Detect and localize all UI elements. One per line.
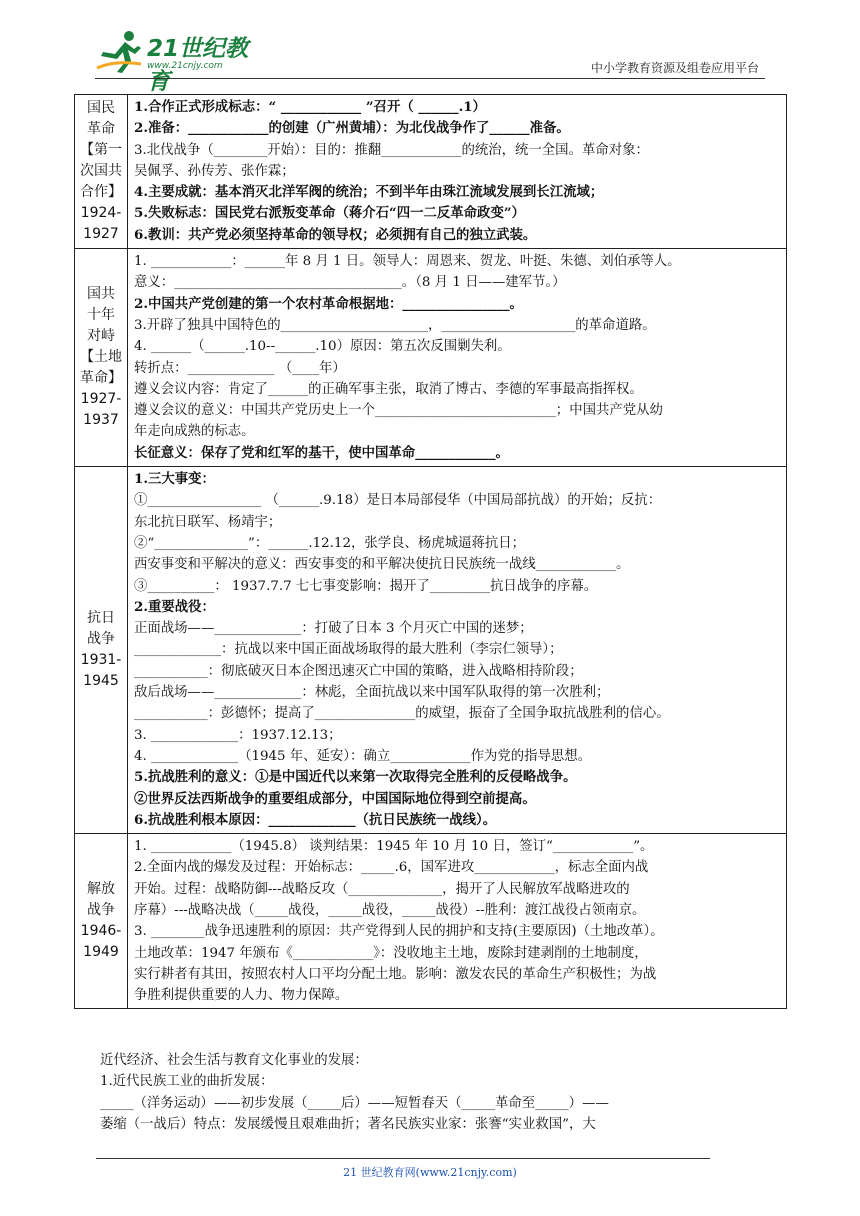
content-cell (128, 467, 787, 834)
content-line: 2.重要战役： (134, 598, 215, 615)
era-cell (75, 95, 128, 249)
era-label: 1927 (83, 226, 119, 243)
logo (95, 28, 265, 95)
footer-divider (96, 1158, 710, 1159)
after-line: 萎缩（一战后）特点：发展缓慢且艰难曲折；著名民族实业家：张謇“实业救国”，大 (100, 1116, 596, 1132)
platform-name: 中小学教育资源及组卷应用平台 (590, 61, 759, 75)
page-header (95, 26, 765, 95)
content-line: 5.抗战胜利的意义：①是中国近代以来第一次取得完全胜利的反侵略战争。 (134, 769, 577, 786)
content-cell (128, 834, 787, 1009)
table-row (75, 834, 787, 1009)
era-label: 革命】 (80, 370, 122, 387)
era-label: 战争 (87, 902, 115, 919)
content-line: ___________：彻底破灭日本企图迅速灭亡中国的策略，进入战略相持阶段； (134, 663, 583, 679)
era-label: 合作】 (80, 184, 122, 201)
content-line: 6.教训：共产党必须坚持革命的领导权；必须拥有自己的独立武装。 (134, 226, 537, 243)
era-label: 1946- (80, 923, 122, 940)
era-label: 1937 (83, 412, 119, 429)
content-line: 1. ____________（1945.8） 谈判结果：1945 年 10 月 10 日，签订“____________”。 (134, 839, 654, 855)
history-table (74, 94, 787, 1009)
era-label: 1949 (83, 944, 119, 961)
after-line: 近代经济、社会生活与教育文化事业的发展： (100, 1053, 368, 1068)
era-label: 1945 (83, 673, 119, 690)
era-label: 1931- (80, 652, 122, 669)
content-line: 2.全面内战的爆发及过程：开始标志：_____.6，国军进攻____________，标志全面内战 (134, 860, 649, 876)
content-line: 西安事变和平解决的意义：西安事变的和平解决使抗日民族统一战线____________。 (134, 557, 630, 573)
content-line: 4. _____________（1945 年、延安）：确立____________作为党的指导思想。 (134, 748, 592, 764)
content-line: 意义：__________________________________。（8 月 1 日——建军节。） (134, 275, 566, 291)
table-row (75, 249, 787, 467)
content-line: 3.北伐战争（________开始）：目的：推翻____________的统治，统一全国。革命对象： (134, 142, 649, 158)
content-line: 3. _____________：1937.12.13； (134, 727, 342, 743)
content-line: 敌后战场——_____________：林彪，全面抗战以来中国军队取得的第一次胜利； (134, 685, 610, 701)
content-line: ②“______________”：______.12.12，张学良、杨虎城逼蒋抗日； (134, 535, 526, 551)
content-line: 序幕）---战略决战（_____战役，_____战役，_____战役）--胜利：渡江战役占领南京。 (134, 902, 646, 918)
after-section (100, 1050, 780, 1135)
logo-brand: 21世纪教育 (147, 36, 249, 95)
era-label: 国共 (87, 286, 115, 303)
content-line: 长征意义：保存了党和红军的基干，使中国革命____________。 (134, 444, 509, 461)
content-line: _____________：抗战以来中国正面战场取得的最大胜利（李宗仁领导）； (134, 642, 563, 658)
era-label: 解放 (87, 881, 115, 898)
era-label: 【土地 (80, 349, 122, 366)
era-label: 1927- (80, 391, 122, 408)
era-label: 国民 (87, 100, 115, 117)
content-line: 1.合作正式形成标志：“ ____________ ”召开（ ______.1） (134, 99, 486, 115)
content-line: 转折点：_____________ （____年） (134, 360, 346, 376)
era-cell (75, 834, 128, 1009)
content-line: 1. ____________：______年 8 月 1 日。领导人：周恩来、贺龙、叶挺、朱德、刘伯承等人。 (134, 254, 681, 270)
content-line: 5.失败标志：国民党右派叛变革命（蒋介石“四一二反革命政变”） (134, 205, 525, 222)
content-line: 4.主要成就：基本消灭北洋军阀的统治；不到半年由珠江流域发展到长江流域； (134, 184, 604, 201)
era-label: 战争 (87, 631, 115, 648)
content-line: 3.开辟了独具中国特色的______________________，____________________的革命道路。 (134, 317, 656, 333)
content-line: 3. ________战争迅速胜利的原因：共产党得到人民的拥护和支持(主要原因)（土地改革）。 (134, 924, 664, 940)
content-line: ①_________________ （______.9.18）是日本局部侵华（中国局部抗战）的开始；反抗： (134, 493, 662, 509)
era-label: 十年 (87, 307, 115, 324)
content-line: 实行耕者有其田，按照农村人口平均分配土地。影响：激发农民的革命生产积极性；为战 (134, 966, 657, 982)
content-line: 争胜利提供重要的人力、物力保障。 (134, 988, 349, 1004)
runner-logo-icon (95, 28, 145, 74)
footer-text: 21 世纪教育网(www.21cnjy.com) (343, 1166, 517, 1179)
content-line: 遵义会议的意义：中国共产党历史上一个___________________________；中国共产党从幼 (134, 403, 663, 419)
content-cell (128, 95, 787, 249)
content-line: 遵义会议内容：肯定了______的正确军事主张，取消了博古、李德的军事最高指挥权。 (134, 381, 643, 397)
era-label: 革命 (87, 121, 115, 138)
content-cell (128, 249, 787, 467)
header-divider (95, 78, 765, 79)
content-line: 6.抗战胜利根本原因：_____________（抗日民族统一战线）。 (134, 811, 497, 828)
content-line: 东北抗日联军、杨靖宇； (134, 514, 282, 530)
after-line: 1.近代民族工业的曲折发展： (100, 1074, 274, 1090)
era-label: 抗日 (87, 610, 115, 627)
era-label: 【第一 (80, 142, 122, 159)
table-row (75, 467, 787, 834)
era-cell (75, 467, 128, 834)
content-line: 4. ______（______.10--______.10）原因：第五次反围剿失利。 (134, 339, 511, 355)
era-label: 1924- (80, 205, 122, 222)
content-line: 2.准备：____________的创建（广州黄埔）：为北伐战争作了______准备。 (134, 120, 570, 137)
content-line: 土地改革：1947 年颁布《____________》：没收地主土地，废除封建剥削的土地制度， (134, 945, 648, 961)
content-line: 2.中国共产党创建的第一个农村革命根据地：________________。 (134, 295, 523, 312)
content-line: ___________：彭德怀；提高了_______________的威望，振奋了全国争取抗战胜利的信心。 (134, 706, 670, 722)
logo-domain: www.21cnjy.com (147, 61, 223, 71)
era-cell (75, 249, 128, 467)
era-label: 对峙 (87, 328, 115, 345)
content-line: ②世界反法西斯战争的重要组成部分，中国国际地位得到空前提高。 (134, 790, 536, 807)
content-line: 正面战场——_____________：打破了日本 3 个月灭亡中国的迷梦； (134, 621, 533, 637)
after-line: _____（洋务运动）——初步发展（_____后）——短暂春天（_____革命至_____）—— (100, 1095, 609, 1111)
content-line: 吴佩孚、孙传芳、张作霖； (134, 163, 295, 179)
content-line: 年走向成熟的标志。 (134, 424, 255, 440)
content-line: 开始。过程：战略防御---战略反攻（______________，揭开了人民解放军战略进攻的 (134, 881, 630, 897)
era-label: 次国共 (80, 163, 122, 180)
content-line: 1.三大事变： (134, 471, 215, 488)
content-line: ③__________： 1937.7.7 七七事变影响：揭开了_________抗日战争的序幕。 (134, 578, 598, 594)
table-row (75, 95, 787, 249)
